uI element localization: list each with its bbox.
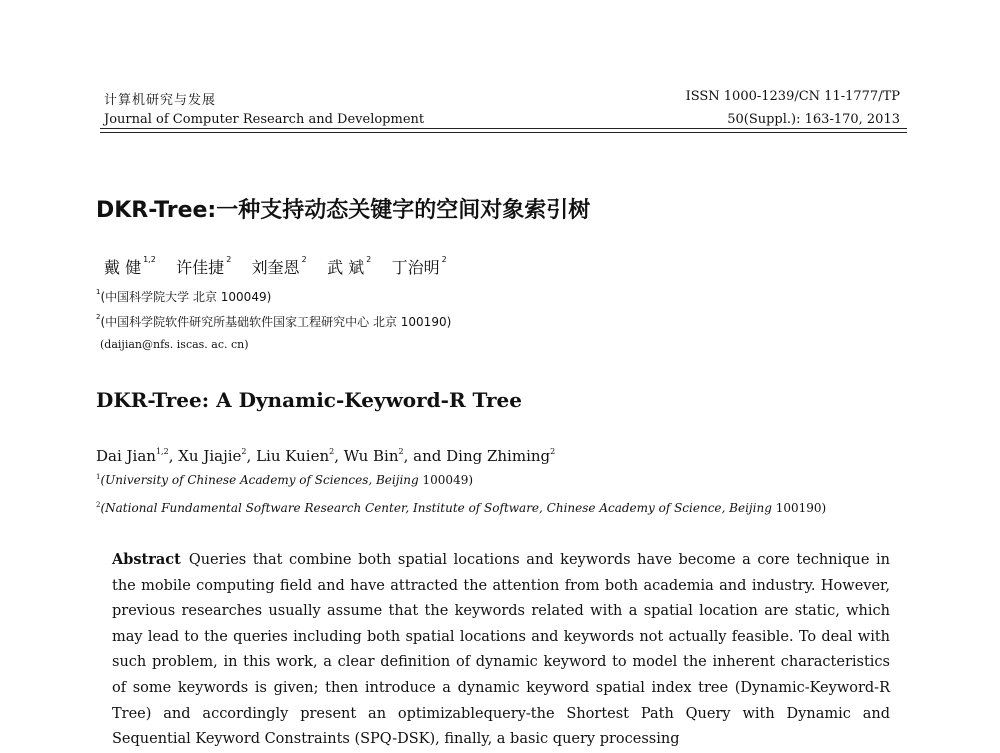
author-cn: 丁治明 $^2$: [391, 255, 447, 277]
author-en: Xu Jiajie$^2$: [178, 447, 247, 465]
author-cn: 许佳捷 $^2$: [176, 255, 232, 277]
header-rule-thin: [100, 132, 907, 133]
author-en: Dai Jian$^{1,2}$: [96, 447, 169, 465]
paper-title-en: DKR-Tree: A Dynamic-Keyword-R Tree: [96, 388, 522, 412]
abstract-text: Queries that combine both spatial locations and keywords have become a core technique in the mobile computing field and have attracted the attention from both academia and industry. However, previous researches usually assume that the keywords related with a spatial location are static, which may lead to the queries including both spatial locations and keywords not actually feasible. To deal with such problem, in this work, a clear definition of dynamic keyword to model the inherent characteristics of some keywords is given; then introduce a dynamic keyword spatial index tree (Dynamic-Keyword-R Tree) and accordingly present an optimizablequery-the Shortest Path Query with Dynamic and Sequential Keyword Constraints (SPQ-DSK), finally, a basic query processing: [112, 552, 890, 748]
author-list-cn: [104, 255, 447, 278]
author-en: and Ding Zhiming$^2$: [413, 447, 556, 465]
journal-name-cn: 计算机研究与发展: [104, 93, 217, 108]
affiliation-cn: $^1$(中国科学院大学 北京 100049): [96, 288, 272, 304]
paper-title-cn: DKR-Tree:一种支持动态关键字的空间对象索引树: [96, 198, 591, 223]
issn: ISSN 1000-1239/CN 11-1777/TP: [685, 89, 900, 104]
author-en: Wu Bin$^2$: [343, 447, 404, 465]
volume-pages: 50(Suppl.): 163-170, 2013: [727, 112, 900, 127]
author-cn: 刘奎恩 $^2$: [251, 255, 307, 277]
author-cn: 戴 健 $^{1,2}$: [104, 255, 156, 277]
author-email: (daijian@nfs. iscas. ac. cn): [100, 338, 249, 351]
abstract-label: Abstract: [112, 551, 181, 568]
journal-name-en: Journal of Computer Research and Development: [104, 112, 425, 127]
author-list-en: Dai Jian$^{1,2}$, Xu Jiajie$^2$, Liu Kuien$^2$, Wu Bin$^2$, and Ding Zhiming$^2$: [96, 447, 556, 465]
affiliation-cn: $^2$(中国科学院软件研究所基础软件国家工程研究中心 北京 100190): [96, 313, 452, 329]
author-en: Liu Kuien$^2$: [256, 447, 335, 465]
abstract: [112, 547, 890, 753]
affiliation-en: $^1$(University of Chinese Academy of Sciences, Beijing 100049): [96, 473, 474, 487]
header-rule-thick: [100, 128, 907, 129]
author-cn: 武 斌 $^2$: [327, 255, 372, 277]
affiliation-en: $^2$(National Fundamental Software Research Center, Institute of Software, Chinese Academy of Science, Beijing 100190): [96, 501, 827, 515]
